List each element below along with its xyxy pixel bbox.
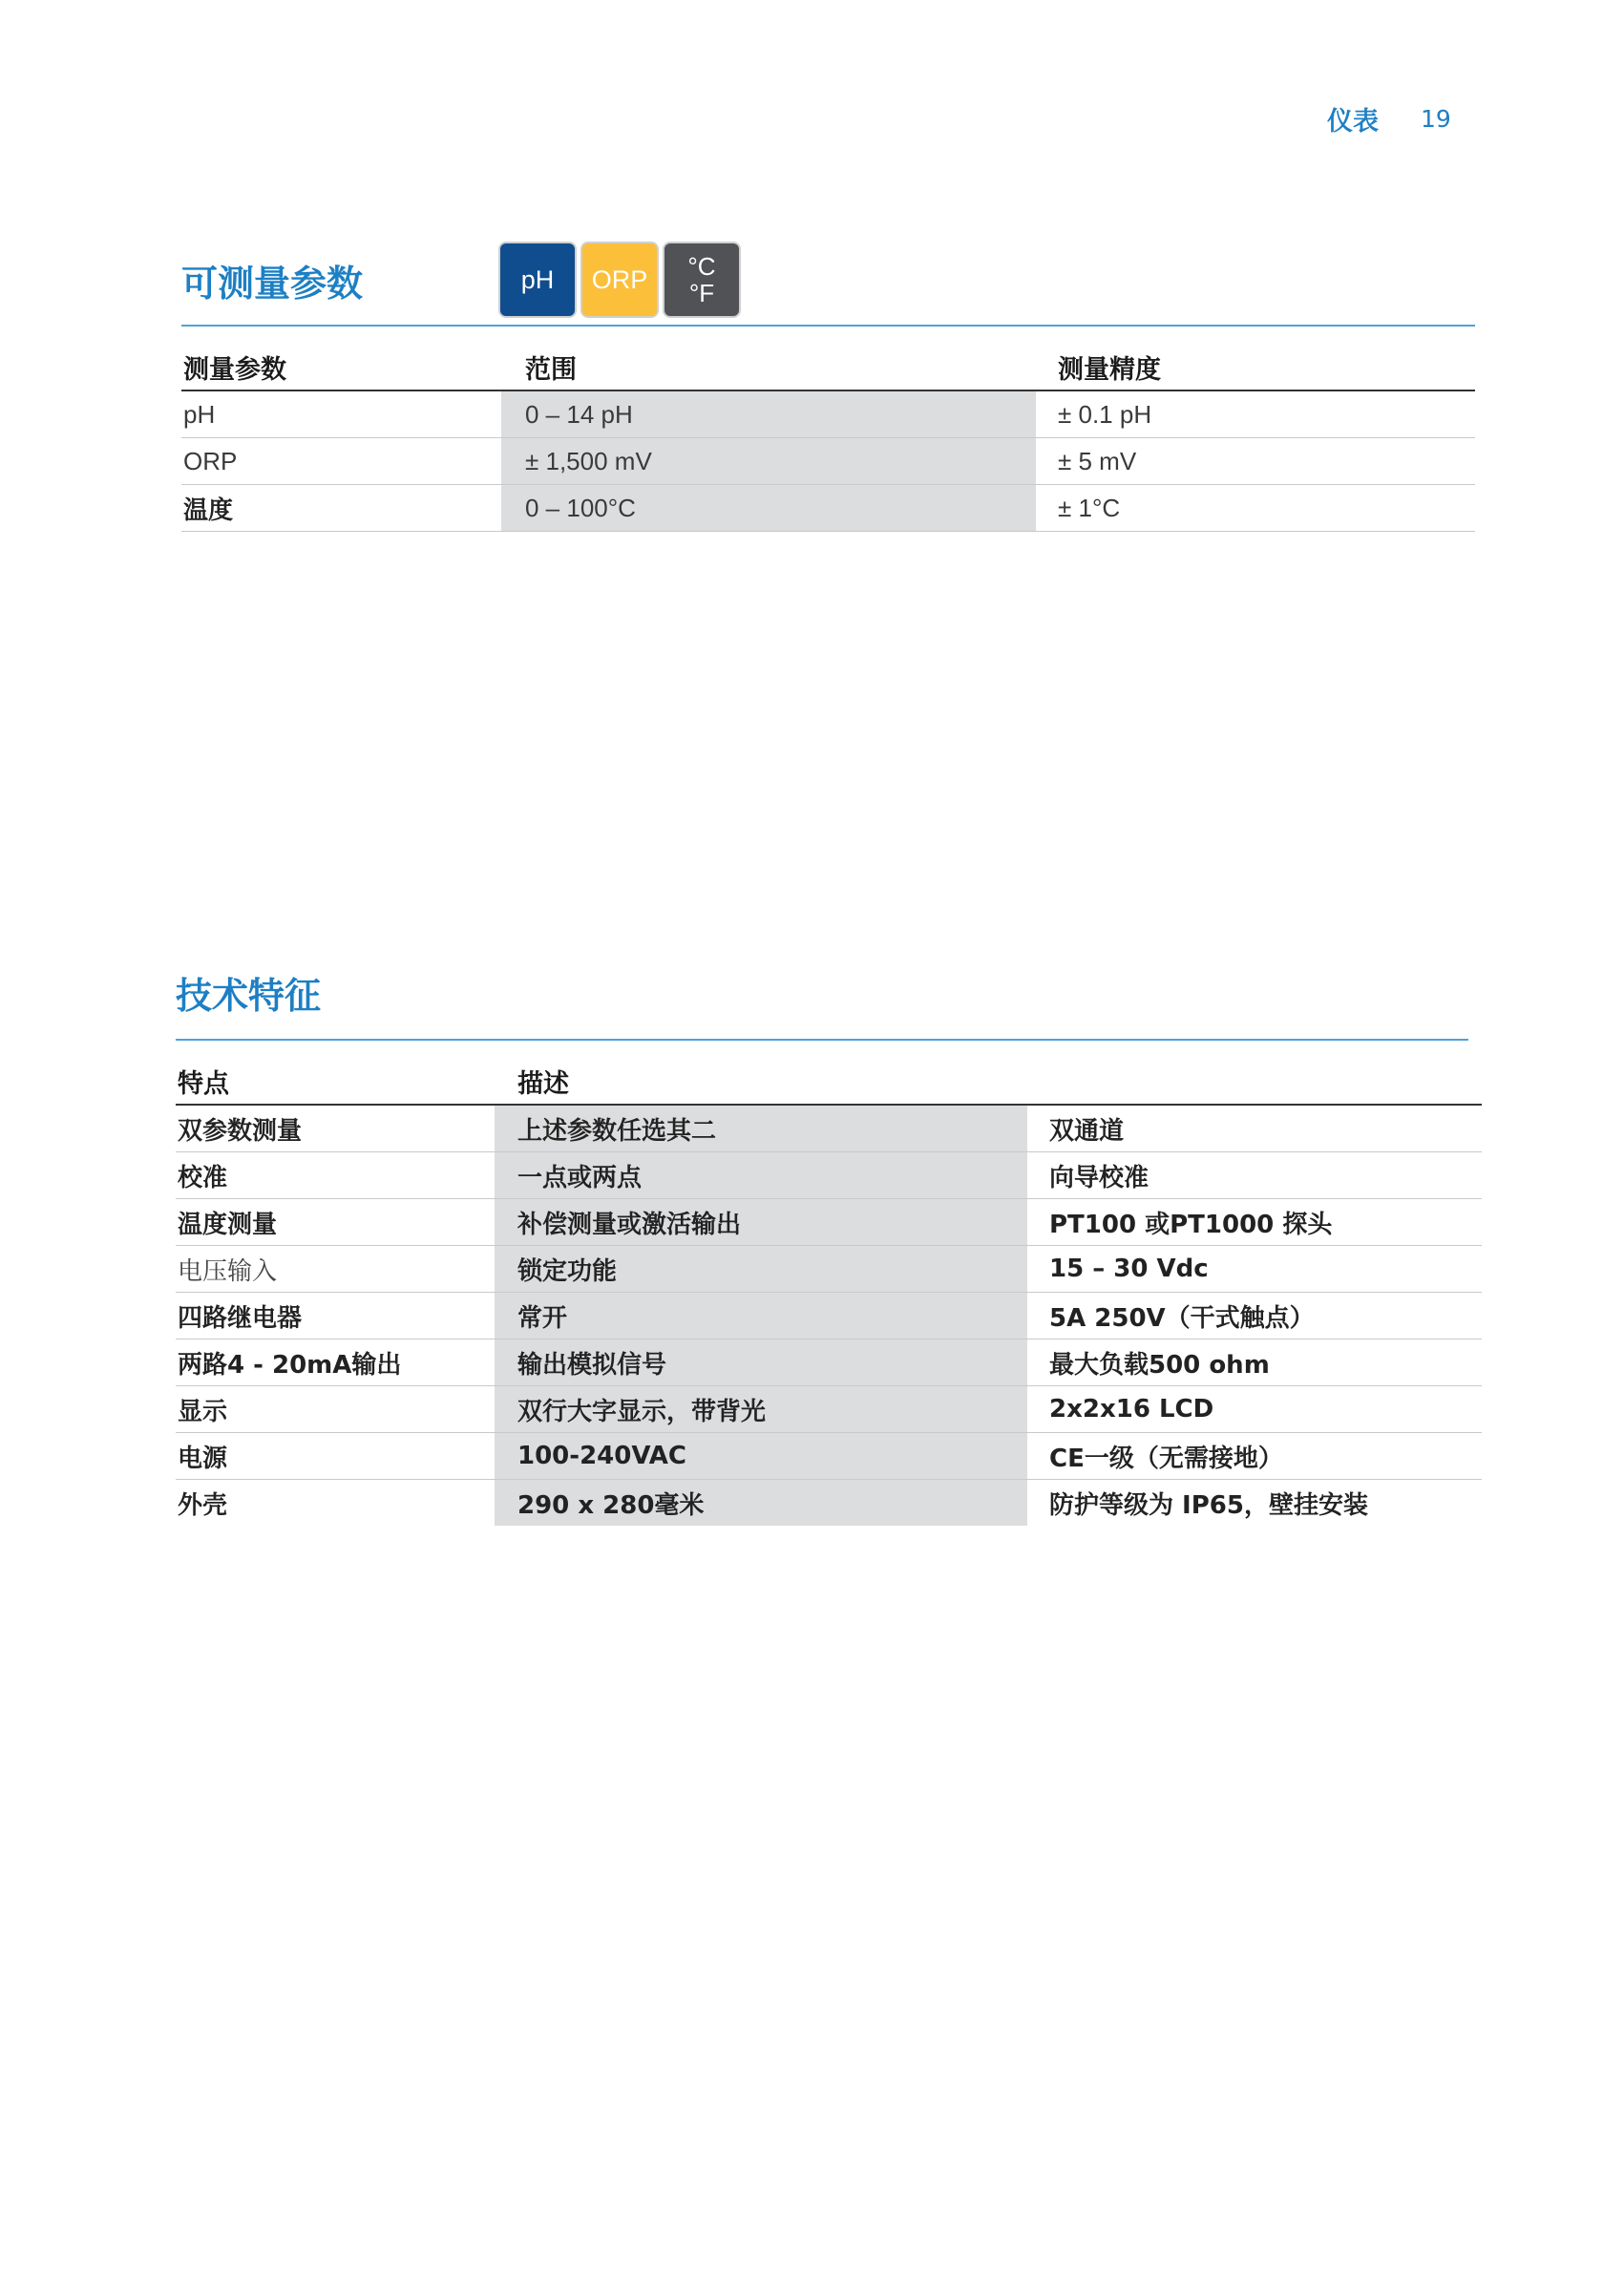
measurable-params-table — [181, 344, 1475, 532]
table-row — [181, 391, 1475, 438]
table-row — [181, 438, 1475, 485]
feature-cell: 电压输入 — [178, 1256, 278, 1286]
feature-cell: 电源 — [178, 1444, 228, 1473]
table-header — [176, 1058, 1482, 1106]
param-cell: ORP — [183, 446, 238, 475]
param-badges — [500, 243, 739, 316]
feature-cell: 温度测量 — [178, 1210, 278, 1239]
orp-badge: ORP — [582, 243, 657, 316]
feature-cell: 外壳 — [178, 1490, 228, 1520]
param-cell: pH — [183, 399, 216, 429]
detail-cell: PT100 或PT1000 探头 — [1049, 1210, 1333, 1239]
table-row — [176, 1480, 1482, 1526]
page-number: 19 — [1421, 104, 1451, 133]
header-param: 测量参数 — [183, 354, 286, 385]
param-cell: 温度 — [183, 496, 234, 525]
fahrenheit-label: °F — [688, 279, 715, 307]
ph-badge: pH — [500, 243, 575, 316]
accuracy-cell: ± 5 mV — [1058, 446, 1137, 475]
table-row — [176, 1293, 1482, 1339]
desc-cell: 补偿测量或激活输出 — [517, 1210, 742, 1239]
detail-cell: 5A 250V（干式触点） — [1049, 1303, 1315, 1333]
table-row — [181, 485, 1475, 532]
desc-cell: 100-240VAC — [517, 1442, 686, 1470]
detail-cell: 向导校准 — [1049, 1163, 1149, 1192]
desc-cell: 锁定功能 — [517, 1256, 618, 1286]
detail-cell: CE一级（无需接地） — [1049, 1444, 1283, 1473]
desc-cell: 双行大字显示，带背光 — [517, 1397, 767, 1426]
desc-cell: 290 x 280毫米 — [517, 1490, 705, 1520]
range-cell: 0 – 100°C — [525, 493, 636, 522]
temperature-badge — [664, 243, 739, 316]
measurable-params-title: 可测量参数 — [181, 263, 364, 305]
feature-cell: 两路4 - 20mA输出 — [178, 1350, 402, 1380]
table-row — [176, 1106, 1482, 1152]
header-accuracy: 测量精度 — [1058, 354, 1161, 385]
feature-cell: 校准 — [178, 1163, 228, 1192]
page-header — [1327, 99, 1480, 137]
range-cell: ± 1,500 mV — [525, 446, 652, 475]
detail-cell: 最大负载500 ohm — [1049, 1350, 1270, 1380]
tech-features-table — [176, 1058, 1482, 1526]
feature-cell: 四路继电器 — [178, 1303, 303, 1333]
range-cell: 0 – 14 pH — [525, 399, 633, 429]
table-header — [181, 344, 1475, 391]
desc-cell: 常开 — [517, 1303, 568, 1333]
celsius-label: °C — [687, 252, 716, 281]
desc-cell: 上述参数任选其二 — [517, 1116, 717, 1146]
section-name: 仪表 — [1327, 106, 1379, 137]
detail-cell: 防护等级为 IP65，壁挂安装 — [1049, 1490, 1368, 1520]
table-row — [176, 1386, 1482, 1433]
table-row — [176, 1433, 1482, 1480]
accuracy-cell: ± 1°C — [1058, 493, 1121, 522]
detail-cell: 15 – 30 Vdc — [1049, 1255, 1209, 1283]
feature-cell: 显示 — [178, 1397, 228, 1426]
header-feature: 特点 — [178, 1068, 229, 1099]
table-row — [176, 1246, 1482, 1293]
section-divider — [176, 1039, 1468, 1041]
tech-features-title: 技术特征 — [176, 975, 322, 1017]
header-range: 范围 — [525, 354, 577, 385]
detail-cell: 2x2x16 LCD — [1049, 1395, 1214, 1424]
desc-cell: 一点或两点 — [517, 1163, 643, 1192]
table-row — [176, 1152, 1482, 1199]
detail-cell: 双通道 — [1049, 1116, 1125, 1146]
feature-cell: 双参数测量 — [178, 1116, 303, 1146]
accuracy-cell: ± 0.1 pH — [1058, 399, 1152, 429]
section-divider — [181, 325, 1475, 327]
header-description: 描述 — [517, 1068, 569, 1099]
table-row — [176, 1199, 1482, 1246]
table-row — [176, 1339, 1482, 1386]
desc-cell: 输出模拟信号 — [517, 1350, 667, 1380]
